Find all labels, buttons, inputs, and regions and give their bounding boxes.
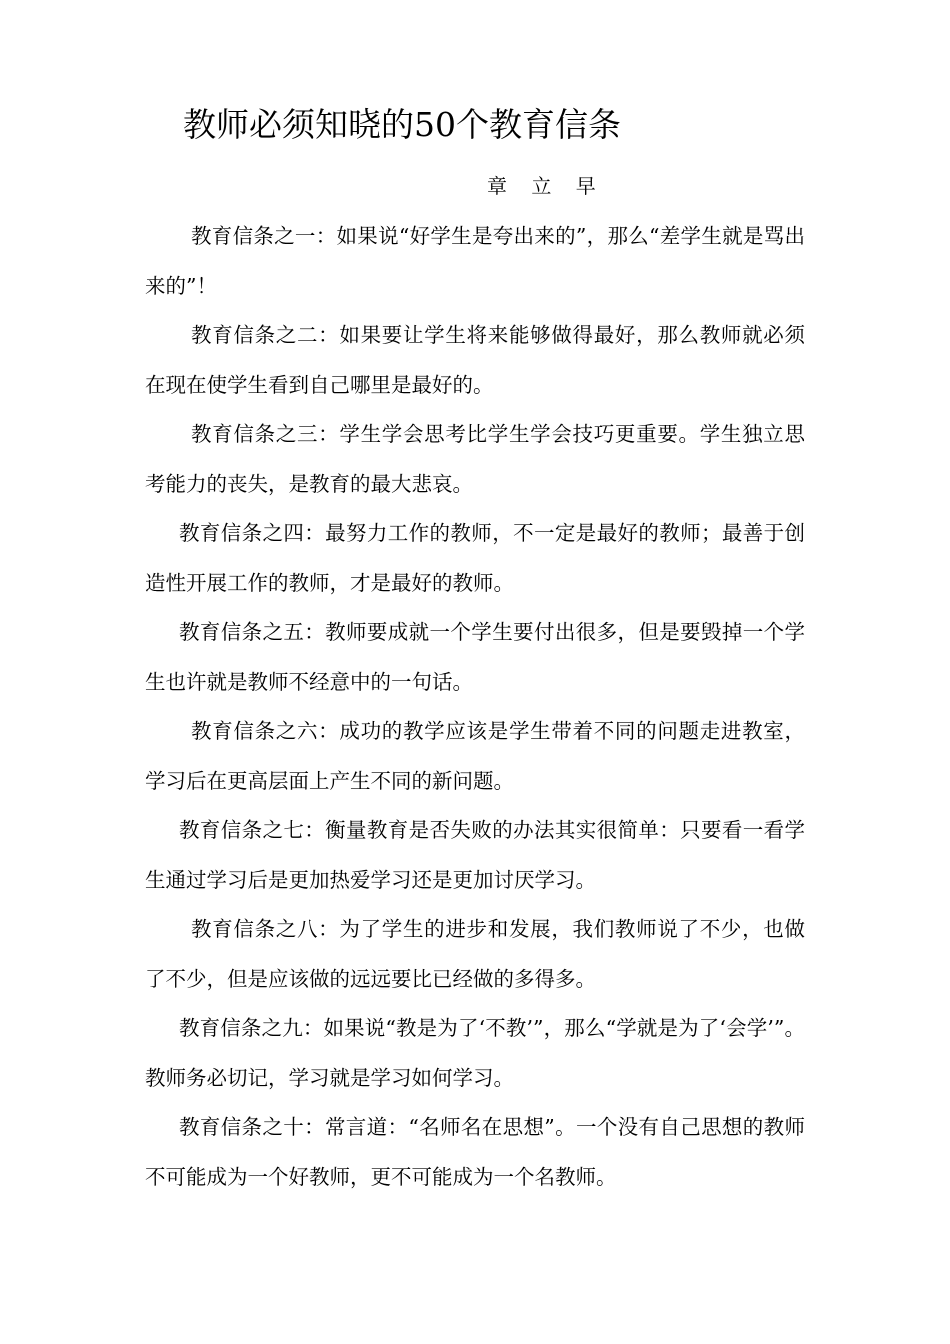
author-name: 章 立 早	[487, 174, 605, 198]
paragraph-6: 教育信条之六：成功的教学应该是学生带着不同的问题走进教室，学习后在更高层面上产生不同的新问题。	[145, 719, 805, 793]
paragraph-7: 教育信条之七：衡量教育是否失败的办法其实很简单：只要看一看学生通过学习后是更加热爱学习还是更加讨厌学习。	[145, 818, 805, 892]
paragraph-4: 教育信条之四：最努力工作的教师，不一定是最好的教师；最善于创造性开展工作的教师，才是最好的教师。	[145, 521, 805, 595]
paragraph-5: 教育信条之五：教师要成就一个学生要付出很多，但是要毁掉一个学生也许就是教师不经意中的一句话。	[145, 620, 805, 694]
paragraph-8: 教育信条之八：为了学生的进步和发展，我们教师说了不少，也做了不少，但是应该做的远远要比已经做的多得多。	[145, 917, 805, 991]
paragraph-1: 教育信条之一：如果说“好学生是夸出来的”，那么“差学生就是骂出来的”！	[145, 224, 805, 298]
paragraph-9: 教育信条之九：如果说“教是为了‘不教’”，那么“学就是为了‘会学’”。教师务必切记，学习就是学习如何学习。	[145, 1016, 805, 1090]
paragraph-3: 教育信条之三：学生学会思考比学生学会技巧更重要。学生独立思考能力的丧失，是教育的最大悲哀。	[145, 422, 805, 496]
paragraph-10: 教育信条之十：常言道：“名师名在思想”。一个没有自己思想的教师不可能成为一个好教师，更不可能成为一个名教师。	[145, 1115, 805, 1189]
document-body	[145, 212, 805, 1202]
document-title: 教师必须知晓的50个教育信条	[183, 105, 621, 144]
paragraph-2: 教育信条之二：如果要让学生将来能够做得最好，那么教师就必须在现在使学生看到自己哪里是最好的。	[145, 323, 805, 397]
